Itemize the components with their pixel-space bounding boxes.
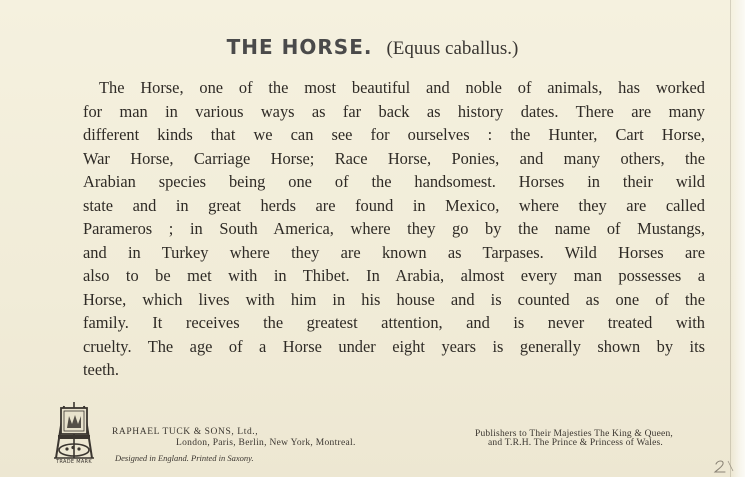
- title-latin: (Equus caballus.): [386, 38, 519, 59]
- body-line: Arabian species being one of the handsomest. Horses in their wild: [83, 172, 705, 191]
- publisher-cities: London, Paris, Berlin, New York, Montreal.: [176, 438, 356, 448]
- body-line: family. It receives the greatest attention, and is never treated with: [83, 313, 705, 332]
- trademark-label: TRADE MARK: [56, 459, 92, 465]
- body-line: Parameros ; in South America, where they go by the name of Mustangs,: [83, 219, 705, 238]
- royal-warrant-line1: Publishers to Their Majesties The King & Queen,: [475, 429, 673, 439]
- title-main: THE HORSE.: [226, 35, 373, 59]
- pencil-number-mark: [711, 458, 737, 474]
- body-line: War Horse, Carriage Horse; Race Horse, Ponies, and many others, the: [83, 148, 705, 168]
- page-title: [0, 35, 745, 60]
- body-line: The Horse, one of the most beautiful and noble of animals, has worked: [99, 78, 705, 97]
- publisher-name: RAPHAEL TUCK & SONS, Ltd.,: [112, 427, 259, 437]
- design-note: Designed in England. Printed in Saxony.: [115, 453, 254, 463]
- body-line: cruelty. The age of a Horse under eight years is generally shown by its: [83, 336, 705, 356]
- royal-warrant-line2: and T.R.H. The Prince & Princess of Wales.: [488, 438, 664, 448]
- body-line: and in Turkey where they are known as Tarpases. Wild Horses are: [83, 242, 705, 262]
- easel-palette-logo-icon: [50, 398, 98, 468]
- body-line: teeth.: [83, 360, 119, 379]
- body-line: for man in various ways as far back as history dates. There are many: [83, 101, 705, 121]
- body-line: also to be met with in Thibet. In Arabia, almost every man possesses a: [83, 266, 705, 285]
- card-edge: [731, 0, 745, 477]
- body-paragraph: [83, 76, 705, 382]
- body-line: Horse, which lives with him in his house and is counted as one of the: [83, 289, 705, 309]
- body-line: different kinds that we can see for ourselves : the Hunter, Cart Horse,: [83, 125, 705, 144]
- body-line: state and in great herds are found in Mexico, where they are called: [83, 195, 705, 215]
